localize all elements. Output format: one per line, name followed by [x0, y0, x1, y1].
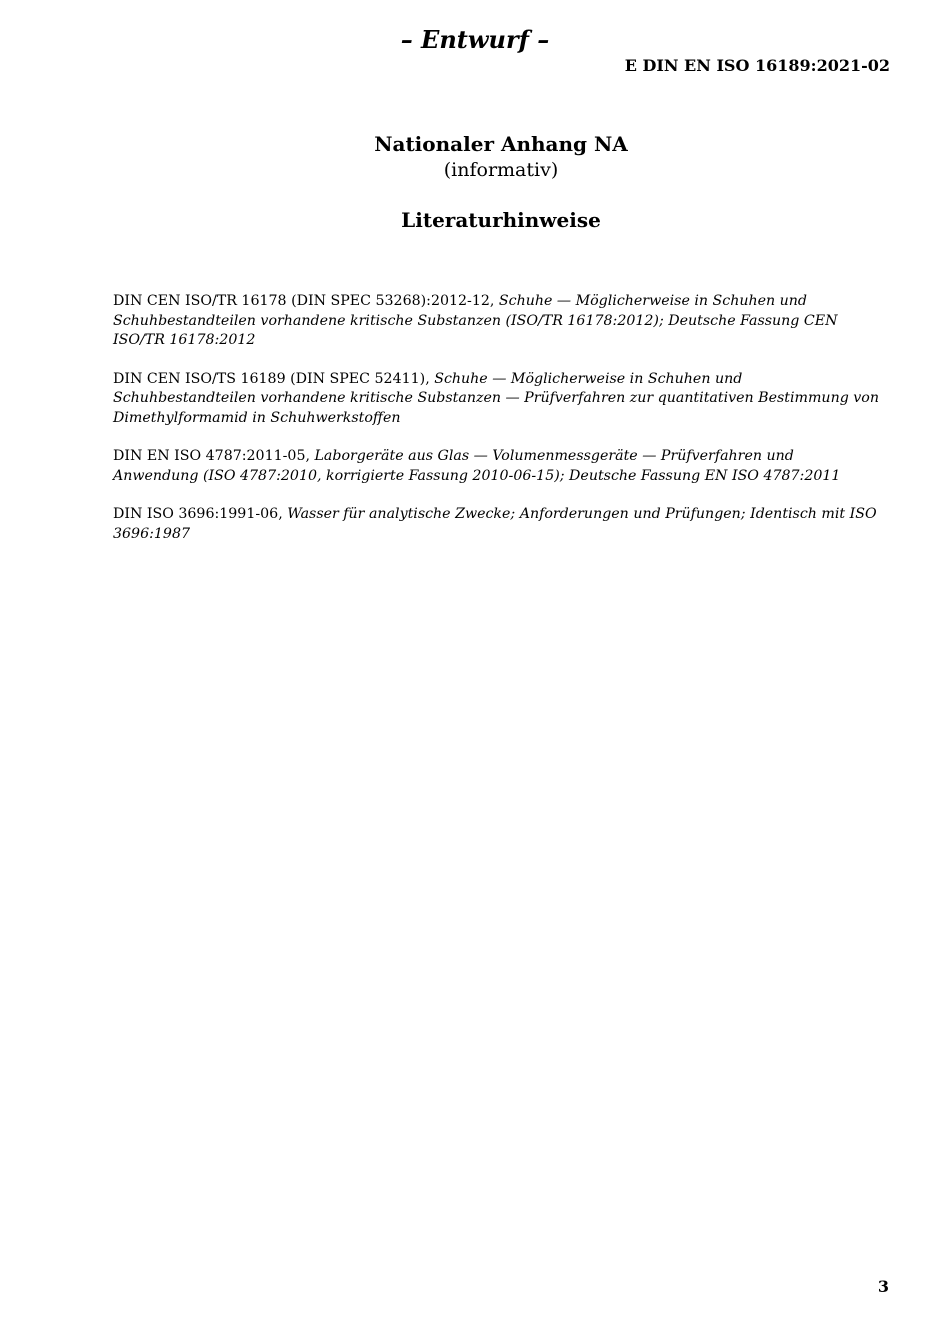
reference-title: Schuhe — Möglicherweise in Schuhen und Schuhbestandteilen vorhandene kritische Substanzen — Prüfverfahren zur quantitativen Bestimmung von Dimethylformamid in Schuhwerkstoffen — [113, 370, 879, 426]
reference-item — [113, 292, 883, 351]
reference-designation: DIN EN ISO 4787:2011-05, — [113, 448, 315, 464]
reference-item — [113, 370, 883, 429]
annex-subtitle: (informativ) — [443, 159, 559, 181]
draft-mark: – Entwurf – — [400, 25, 550, 54]
annex-title: Nationaler Anhang NA — [374, 132, 628, 156]
reference-designation: DIN CEN ISO/TR 16178 (DIN SPEC 53268):2012-12, — [113, 293, 499, 309]
reference-item — [113, 505, 883, 544]
page-number: 3 — [877, 1277, 889, 1296]
reference-title: Laborgeräte aus Glas — Volumenmessgeräte — Prüfverfahren und Anwendung (ISO 4787:2010, korrigierte Fassung 2010-06-15); Deutsche Fassung EN ISO 4787:2011 — [113, 448, 841, 484]
annex-heading — [0, 131, 950, 183]
reference-title: Wasser für analytische Zwecke; Anforderungen und Prüfungen; Identisch mit ISO 3696:1987 — [113, 506, 877, 542]
document-id: E DIN EN ISO 16189:2021-02 — [624, 56, 890, 75]
section-title: Literaturhinweise — [401, 208, 601, 232]
reference-designation: DIN CEN ISO/TS 16189 (DIN SPEC 52411), — [113, 370, 435, 387]
reference-item — [113, 447, 883, 486]
reference-designation: DIN ISO 3696:1991-06, — [113, 506, 288, 522]
reference-title: Schuhe — Möglicherweise in Schuhen und Schuhbestandteilen vorhandene kritische Substanzen (ISO/TR 16178:2012); Deutsche Fassung CEN ISO/TR 16178:2012 — [113, 293, 838, 348]
reference-list — [113, 292, 883, 563]
